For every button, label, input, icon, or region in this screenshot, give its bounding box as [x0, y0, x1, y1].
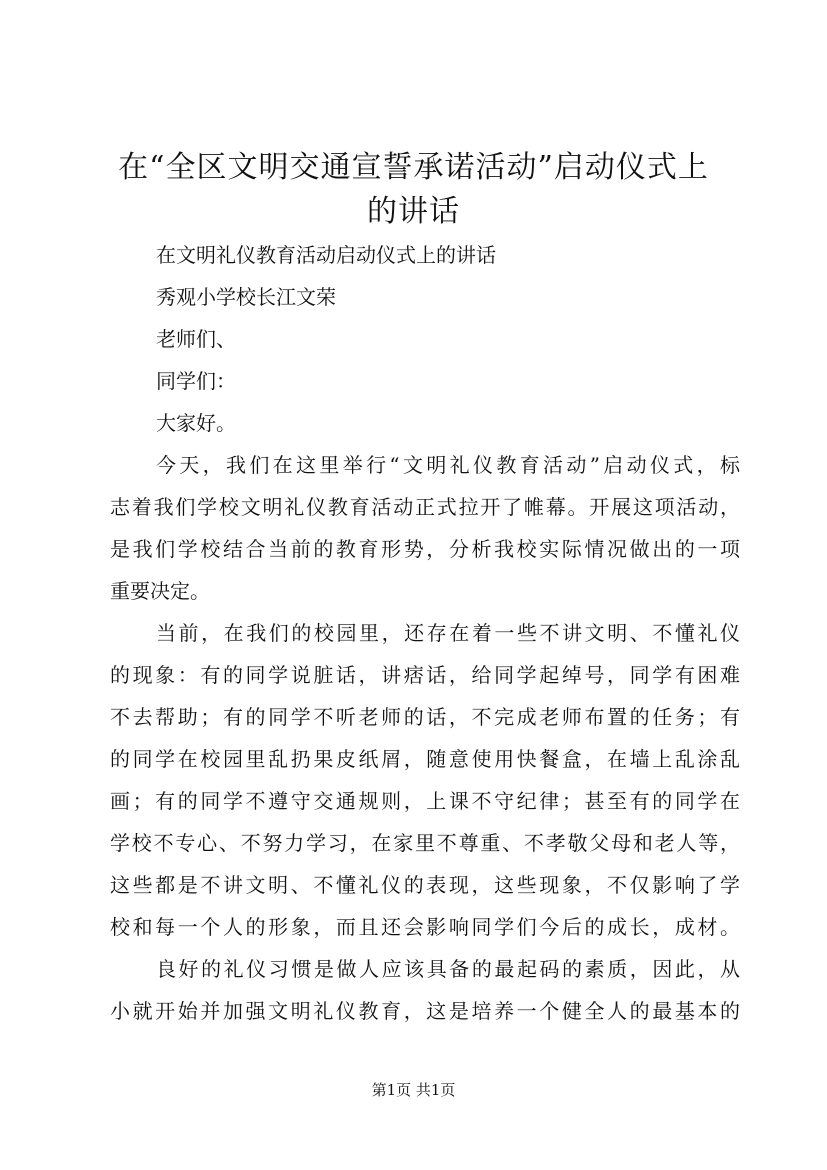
paragraph-line: 当前，在我们的校园里，还存在着一些不讲文明、不懂礼仪	[156, 621, 740, 645]
greeting-line: 大家好。	[156, 411, 236, 435]
paragraph-line: 的同学在校园里乱扔果皮纸屑，随意使用快餐盒，在墙上乱涂乱	[110, 747, 740, 771]
salutation-teachers: 老师们、	[156, 327, 236, 351]
paragraph-line: 校和每一个人的形象，而且还会影响同学们今后的成长，成材。	[110, 915, 740, 939]
page-number-footer: 第1页 共1页	[371, 1081, 456, 1099]
subtitle-line: 在文明礼仪教育活动启动仪式上的讲话	[156, 243, 496, 267]
paragraph-line: 画；有的同学不遵守交通规则，上课不守纪律；甚至有的同学在	[110, 789, 740, 813]
paragraph-line: 是我们学校结合当前的教育形势，分析我校实际情况做出的一项	[110, 537, 740, 561]
paragraph-line: 小就开始并加强文明礼仪教育，这是培养一个健全人的最基本的	[110, 999, 740, 1023]
paragraph-line: 学校不专心、不努力学习，在家里不尊重、不孝敬父母和老人等，	[110, 831, 740, 855]
salutation-students: 同学们：	[156, 369, 236, 393]
title-line-1: 在“全区文明交通宣誓承诺活动”启动仪式上	[118, 150, 709, 185]
paragraph-line: 志着我们学校文明礼仪教育活动正式拉开了帷幕。开展这项活动，	[110, 495, 740, 519]
paragraph-line: 的现象：有的同学说脏话，讲痞话，给同学起绰号，同学有困难	[110, 663, 740, 687]
document-body	[110, 234, 740, 1032]
author-line: 秀观小学校长江文荣	[156, 285, 336, 309]
paragraph-line: 重要决定。	[110, 579, 210, 603]
paragraph-line: 不去帮助；有的同学不听老师的话，不完成老师布置的任务；有	[110, 705, 740, 729]
paragraph-3	[110, 948, 740, 1032]
paragraph-line: 良好的礼仪习惯是做人应该具备的最起码的素质，因此，从	[156, 957, 740, 981]
paragraph-line: 这些都是不讲文明、不懂礼仪的表现，这些现象，不仅影响了学	[110, 873, 740, 897]
title-line-2: 的讲话	[367, 194, 460, 229]
paragraph-line: 今天，我们在这里举行“文明礼仪教育活动”启动仪式，标	[156, 453, 740, 477]
document-title	[100, 146, 727, 234]
paragraph-1	[110, 444, 740, 612]
paragraph-2	[110, 612, 740, 948]
